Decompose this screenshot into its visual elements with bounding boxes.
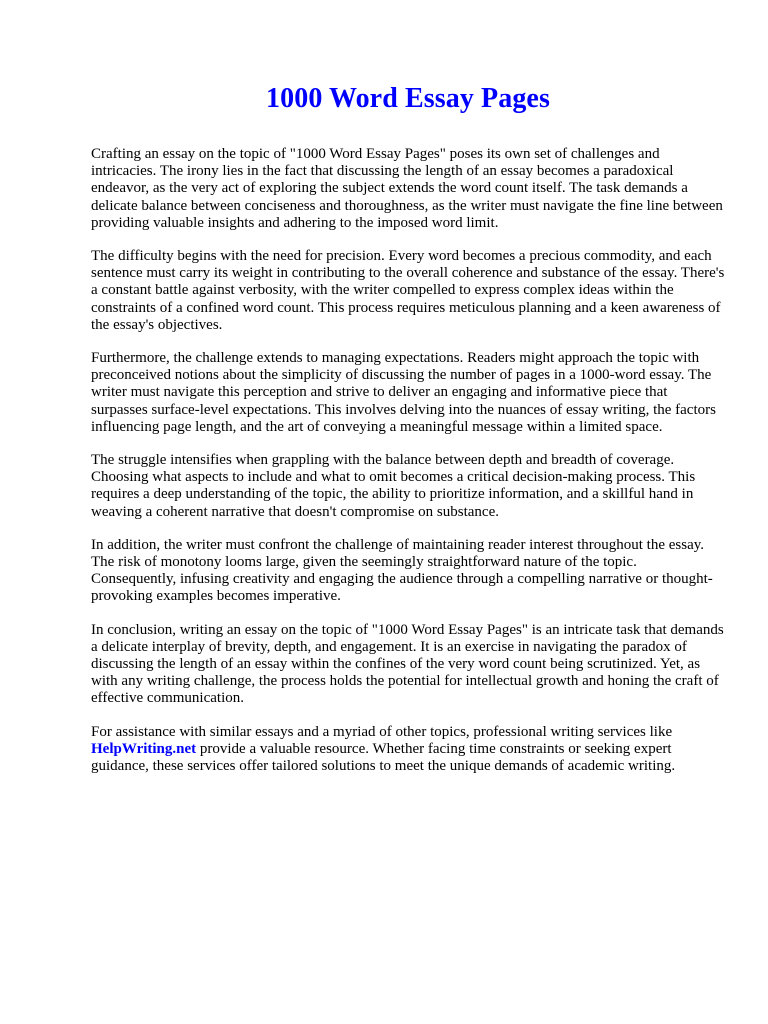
paragraph-3: Furthermore, the challenge extends to managing expectations. Readers might approach the topic with preconceived notions about the simplicity of discussing the number of pages in a 1000-word essay. The writer must navigate this perception and strive to deliver an engaging and informative piece that surpasses surface-level expectations. This involves delving into the nuances of essay writing, the factors influencing page length, and the art of conveying a meaningful message within a limited space.: [91, 350, 716, 435]
closing-intro: For assistance with similar essays and a myriad of other topics, professional writing services like: [91, 723, 673, 740]
paragraph-2: The difficulty begins with the need for precision. Every word becomes a precious commodity, and each sentence must carry its weight in contributing to the overall coherence and substance of the essay. There's a constant battle against verbosity, with the writer compelled to express complex ideas within the constraints of a confined word count. This process requires meticulous planning and a keen awareness of the essay's objectives.: [91, 248, 725, 333]
page-title: 1000 Word Essay Pages: [266, 83, 550, 114]
paragraph-4: The struggle intensifies when grappling with the balance between depth and breadth of coverage. Choosing what aspects to include and what to omit becomes a critical decision-making process. This requires a deep understanding of the topic, the ability to prioritize information, and a skillful hand in weaving a coherent narrative that doesn't compromise on substance.: [91, 452, 696, 520]
closing-paragraph: [91, 724, 725, 776]
helpwriting-link[interactable]: HelpWriting.net: [91, 740, 197, 757]
closing-outro: provide a valuable resource. Whether facing time constraints or seeking expert guidance, these services offer tailored solutions to meet the unique demands of academic writing.: [91, 740, 676, 775]
paragraph-1: Crafting an essay on the topic of "1000 Word Essay Pages" poses its own set of challenges and intricacies. The irony lies in the fact that discussing the length of an essay becomes a paradoxical endeavor, as the very act of exploring the subject extends the word count itself. The task demands a delicate balance between conciseness and thoroughness, as the writer must navigate the fine line between providing valuable insights and adhering to the imposed word limit.: [91, 146, 723, 231]
paragraph-6: In conclusion, writing an essay on the topic of "1000 Word Essay Pages" is an intricate task that demands a delicate interplay of brevity, depth, and engagement. It is an exercise in navigating the paradox of discussing the length of an essay within the confines of the very word count being scrutinized. Yet, as with any writing challenge, the process holds the potential for intellectual growth and honing the craft of effective communication.: [91, 621, 724, 707]
document-page: [91, 0, 725, 775]
paragraph-5: In addition, the writer must confront the challenge of maintaining reader interest throughout the essay. The risk of monotony looms large, given the seemingly straightforward nature of the topic. Consequently, infusing creativity and engaging the audience through a compelling narrative or thought-provoking examples becomes imperative.: [91, 536, 713, 605]
